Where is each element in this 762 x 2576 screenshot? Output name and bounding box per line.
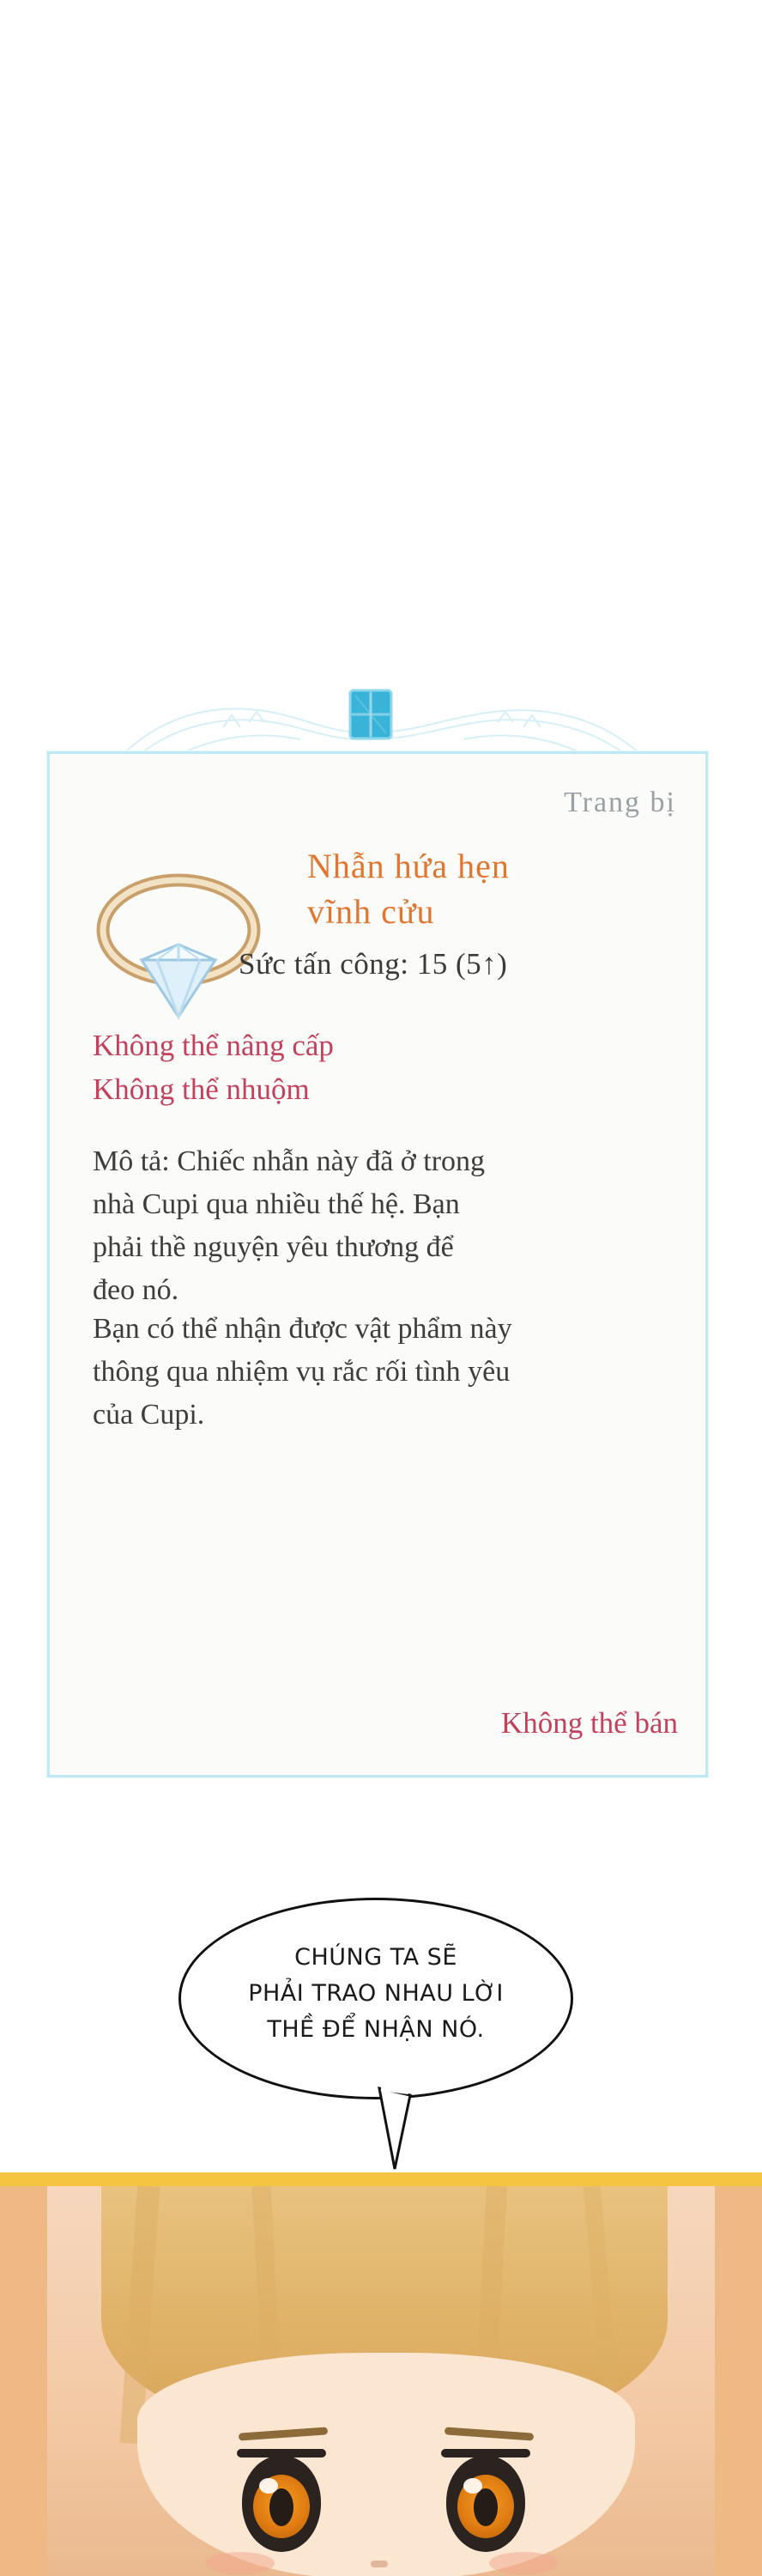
diamond-ring-icon bbox=[80, 848, 277, 1033]
item-name-line1: Nhẫn hứa hẹn bbox=[307, 847, 510, 885]
panel-divider-band bbox=[0, 2172, 762, 2186]
nose bbox=[371, 2561, 388, 2567]
pupil-left bbox=[269, 2488, 293, 2526]
panel-right-margin bbox=[715, 2186, 762, 2576]
eyelash-right bbox=[441, 2449, 530, 2458]
eye-shine-right bbox=[463, 2478, 482, 2494]
speech-line-3: THỀ ĐỂ NHẬN NÓ. bbox=[267, 2015, 485, 2043]
restriction-dye: Không thể nhuộm bbox=[93, 1072, 310, 1106]
pupil-right bbox=[474, 2488, 498, 2526]
panel-left-margin bbox=[0, 2186, 47, 2576]
gem-icon bbox=[345, 687, 396, 745]
item-restrictions bbox=[93, 1024, 334, 1112]
speech-line-1: CHÚNG TA SẼ bbox=[294, 1944, 457, 1971]
eyelash-left bbox=[237, 2449, 326, 2458]
item-category-label: Trang bị bbox=[564, 787, 676, 818]
item-name bbox=[307, 844, 693, 935]
restriction-upgrade: Không thể nâng cấp bbox=[93, 1029, 334, 1062]
speech-bubble bbox=[178, 1898, 573, 2099]
eye-shine-left bbox=[259, 2478, 278, 2494]
speech-bubble-text bbox=[181, 1940, 571, 2048]
eye-right bbox=[446, 2456, 525, 2552]
speech-bubble-tail bbox=[378, 2087, 412, 2172]
character-face bbox=[137, 2353, 635, 2576]
item-description: Mô tả: Chiếc nhẫn này đã ở trong nhà Cupi qua nhiều thế hệ. Bạn phải thề nguyện yêu thương để đeo nó. bbox=[93, 1145, 486, 1306]
blush-left bbox=[206, 2552, 275, 2574]
speech-line-2: PHẢI TRAO NHAU LỜI bbox=[248, 1979, 504, 2007]
item-name-line2: vĩnh cửu bbox=[307, 891, 435, 931]
item-cannot-sell-label: Không thể bán bbox=[500, 1706, 678, 1740]
item-acquisition-info: Bạn có thể nhận được vật phẩm này thông qua nhiệm vụ rắc rối tình yêu của Cupi. bbox=[93, 1313, 512, 1431]
item-attack-stat: Sức tấn công: 15 (5↑) bbox=[239, 947, 508, 981]
blush-right bbox=[489, 2552, 558, 2574]
eye-left bbox=[242, 2456, 321, 2552]
character-closeup-panel bbox=[0, 2172, 762, 2576]
item-tooltip-panel bbox=[47, 751, 708, 1777]
